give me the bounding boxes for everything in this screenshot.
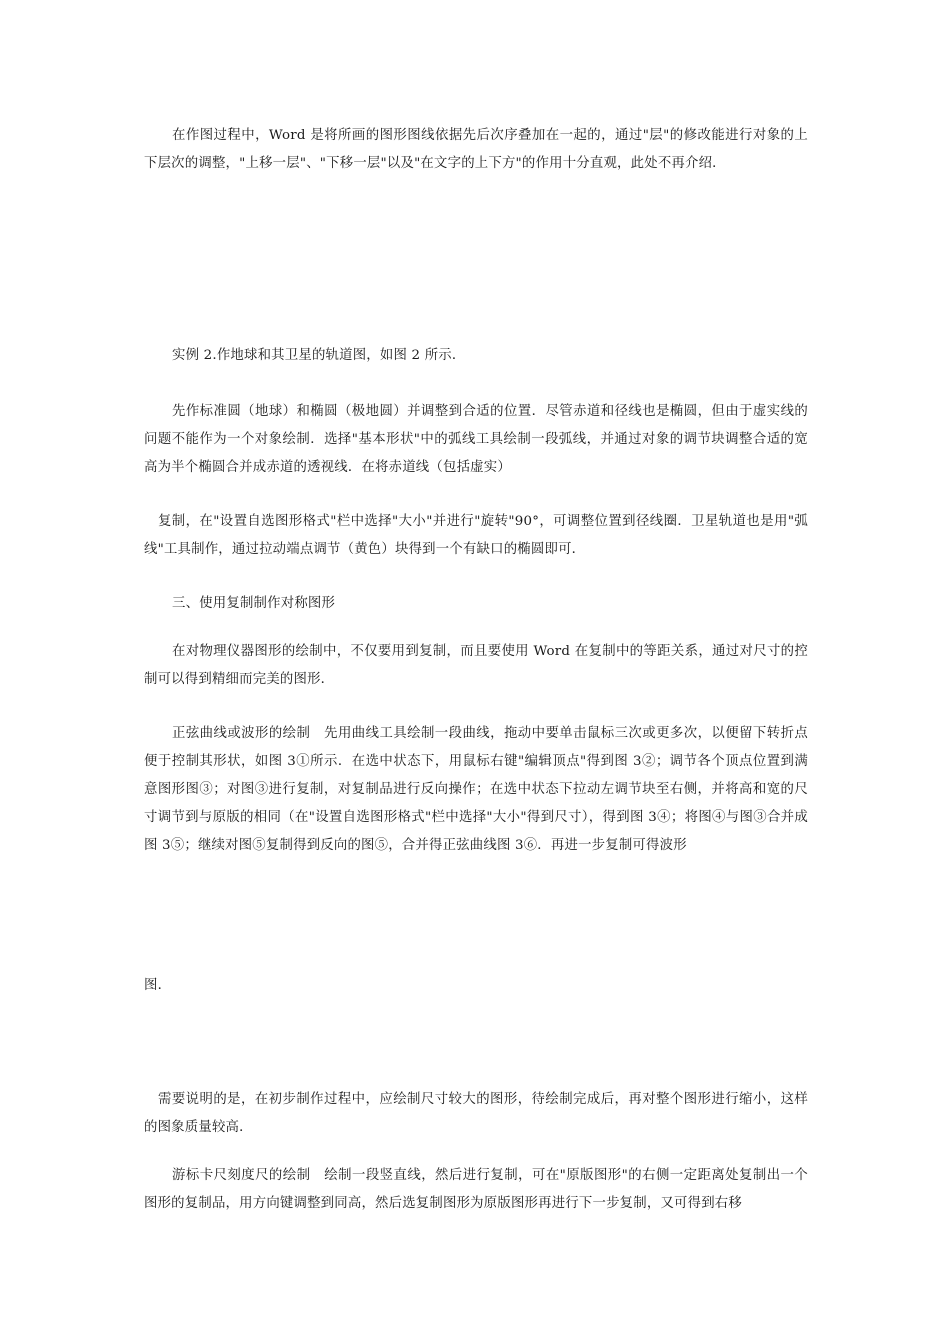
paragraph-example-2-heading: 实例 2.作地球和其卫星的轨道图，如图 2 所示． xyxy=(172,348,466,363)
paragraph-figure-end: 图． xyxy=(144,978,172,993)
section-heading-symmetric-shapes: 三、使用复制制作对称图形 xyxy=(172,596,336,611)
paragraph-physics-instruments: 在对物理仪器图形的绘制中，不仅要用到复制，而且要使用 Word 在复制中的等距关系，通过对尺寸的控制可以得到精细而完美的图形． xyxy=(144,644,808,687)
paragraph-vernier-caliper: 游标卡尺刻度尺的绘制 绘制一段竖直线，然后进行复制，可在"原版图形"的右侧一定距离处复制出一个图形的复制品，用方向键调整到同高，然后选复制图形为原版图形再进行下一步复制，又可得到右移 xyxy=(144,1168,808,1211)
paragraph-sine-wave: 正弦曲线或波形的绘制 先用曲线工具绘制一段曲线，拖动中要单击鼠标三次或更多次，以便留下转折点便于控制其形状，如图 3①所示．在选中状态下，用鼠标右键"编辑顶点"得到图 3②；调节各个顶点位置到满意图形图③；对图③进行复制，对复制品进行反向操作；在选中状态下拉动左调节块至右侧，并将高和宽的尺寸调节到与原版的相同（在"设置自选图形格式"栏中选择"大小"得到尺寸），得到图 3④；将图④与图③合并成图 3⑤；继续对图⑤复制得到反向的图⑤，合并得正弦曲线图 3⑥．再进一步复制可得波形 xyxy=(144,726,808,853)
paragraph-layer-ordering: 在作图过程中，Word 是将所画的图形图线依据先后次序叠加在一起的，通过"层"的修改能进行对象的上下层次的调整，"上移一层"、"下移一层"以及"在文字的上下方"的作用十分直观，此处不再介绍． xyxy=(144,128,808,171)
paragraph-earth-orbit-steps: 先作标准圆（地球）和椭圆（极地圆）并调整到合适的位置．尽管赤道和径线也是椭圆，但由于虚实线的问题不能作为一个对象绘制．选择"基本形状"中的弧线工具绘制一段弧线，并通过对象的调节块调整合适的宽高为半个椭圆合并成赤道的透视线．在将赤道线（包括虚实） xyxy=(144,404,808,475)
paragraph-size-note: 需要说明的是，在初步制作过程中，应绘制尺寸较大的图形，待绘制完成后，再对整个图形进行缩小，这样的图象质量较高． xyxy=(144,1092,808,1135)
paragraph-copy-rotate: 复制，在"设置自选图形格式"栏中选择"大小"并进行"旋转"90°，可调整位置到径线圈．卫星轨道也是用"弧线"工具制作，通过拉动端点调节（黄色）块得到一个有缺口的椭圆即可． xyxy=(144,514,808,557)
